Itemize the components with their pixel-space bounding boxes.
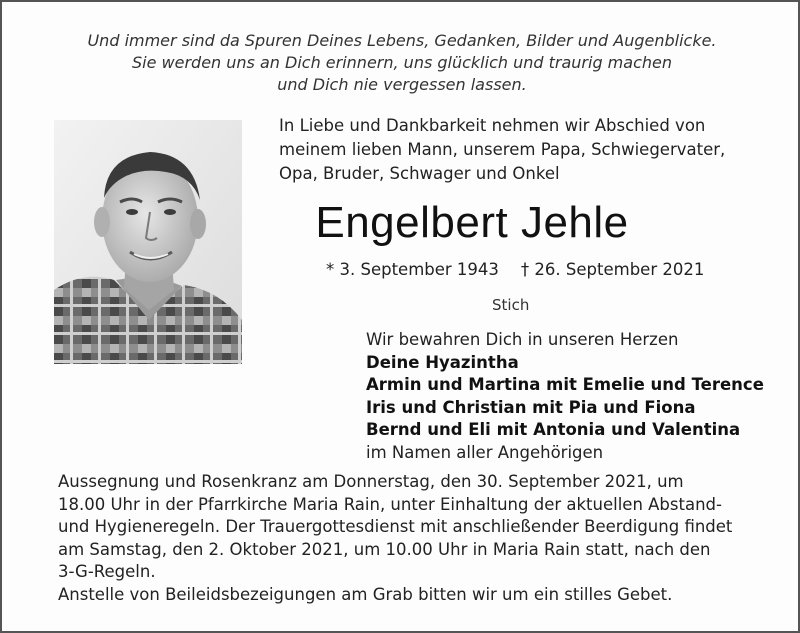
poem-line: und Dich nie vergessen lassen. (277, 75, 527, 94)
mourner-entry: Iris und Christian mit Pia und Fiona (366, 397, 696, 417)
intro-line: In Liebe und Dankbarkeit nehmen wir Abschied von (279, 116, 706, 135)
mourner-entry: Armin und Martina mit Emelie und Terence (366, 375, 764, 394)
notice-line: und Hygieneregeln. Der Trauergottesdienst mit anschließender Beerdigung findet (58, 517, 733, 536)
place-name: Stich (492, 296, 530, 314)
poem-line: Sie werden uns an Dich erinnern, uns glücklich und traurig machen (132, 53, 672, 72)
poem-line: Und immer sind da Spuren Deines Lebens, Gedanken, Bilder und Augenblicke. (87, 31, 717, 50)
notice-line: Aussegnung und Rosenkranz am Donnerstag, den 30. September 2021, um (58, 472, 684, 491)
notice-line: 3-G-Regeln. (58, 562, 156, 581)
death-date: † 26. September 2021 (520, 260, 705, 279)
intro-line: meinem lieben Mann, unserem Papa, Schwiegervater, (279, 140, 726, 159)
notice-line: 18.00 Uhr in der Pfarrkirche Maria Rain, unter Einhaltung der aktuellen Abstand- (58, 494, 722, 514)
life-dates (326, 259, 704, 281)
mourners-closing: im Namen aller Angehörigen (366, 442, 604, 462)
notice-line: Anstelle von Beileidsbezeigungen am Grab bitten wir um ein stilles Gebet. (58, 584, 673, 604)
mourner-entry: Deine Hyazintha (366, 352, 519, 372)
deceased-name: Engelbert Jehle (315, 198, 629, 247)
poem (2, 30, 800, 96)
mourners-opening: Wir bewahren Dich in unseren Herzen (366, 330, 679, 349)
mourner-entry: Bernd und Eli mit Antonia und Valentina (366, 420, 741, 439)
mourners-list (366, 329, 786, 464)
farewell-intro (279, 114, 779, 186)
funeral-notice (58, 471, 788, 606)
notice-line: am Samstag, den 2. Oktober 2021, um 10.00 Uhr in Maria Rain statt, nach den (58, 539, 711, 559)
intro-line: Opa, Bruder, Schwager und Onkel (279, 164, 560, 183)
birth-date: * 3. September 1943 (326, 260, 499, 279)
